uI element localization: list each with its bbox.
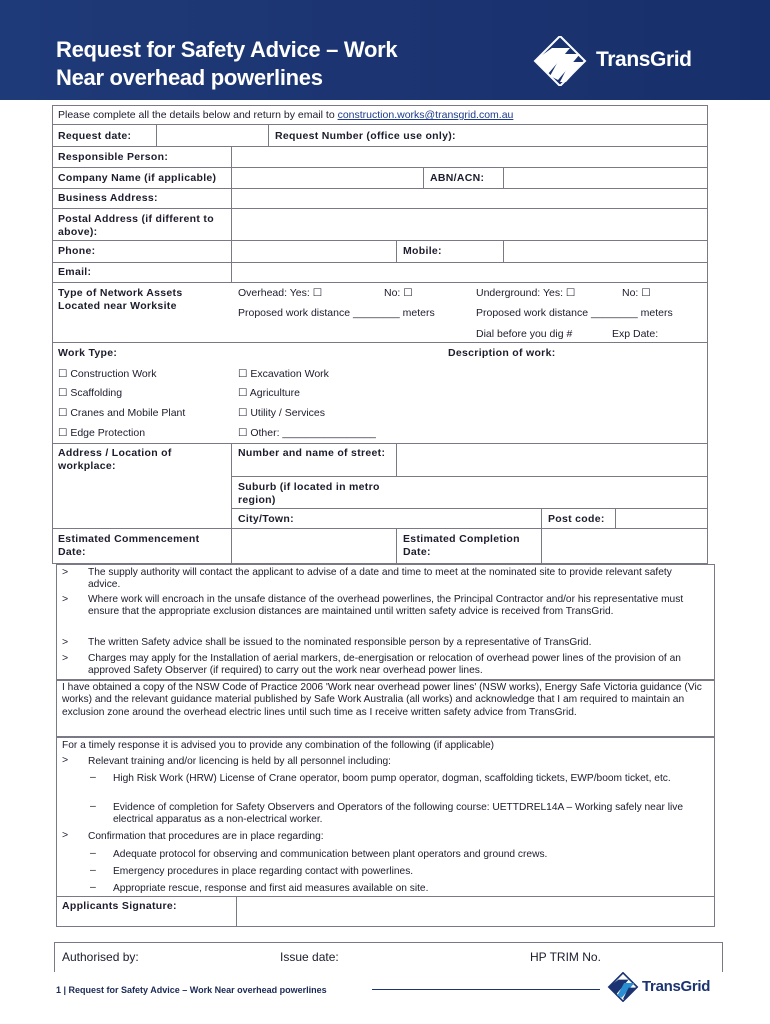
title-line-1: Request for Safety Advice – Work [56,37,398,62]
procedure-item: Appropriate rescue, response and first aid measures available on site. [113,883,429,894]
title-line-2: Near overhead powerlines [56,65,323,90]
logo-text: TransGrid [596,48,692,71]
note-marker: > [62,652,69,664]
page-title [56,36,486,92]
header-banner [0,0,770,100]
footer-divider [372,989,600,990]
note-item: The written Safety advice shall be issued to the nominated responsible person by a representative of TransGrid. [88,637,592,648]
intro-text: Please complete all the details below and return by email to construction.works@transgrid.com.au [58,109,514,121]
page-number: 1 [56,985,62,995]
procedure-item: Adequate protocol for observing and communication between plant operators and ground crews. [113,849,548,860]
note-marker: > [62,566,69,578]
work-type-utility[interactable]: ☐ Utility / Services [238,407,326,419]
completion-label: Estimated Completion Date: [403,533,520,558]
transgrid-logo [530,36,710,86]
note-marker: > [62,593,69,605]
email-label: Email: [58,266,92,278]
address-location-label: Address / Location of workplace: [58,447,172,472]
training-item: High Risk Work (HRW) License of Crane operator, boom pump operator, dogman, scaffolding tickets, EWP/boom ticket, etc. [113,773,671,784]
post-code-label: Post code: [548,513,605,525]
network-assets-label: Type of Network Assets Located near Worksite [58,287,183,312]
declaration-text: I have obtained a copy of the NSW Code of Practice 2006 'Work near overhead power lines' (NSW works), Energy Safe Victoria guidance (Vic works) and the relevant guidance material published by Safe Work Australia (all works) and acknowledge that I am required to maintain an exclusion zone around the overhead electric lines until such time as I receive written safety advice from TransGrid. [62,682,702,718]
underground-distance-field[interactable]: Proposed work distance ________ meters [476,307,673,319]
footer-transgrid-logo [606,972,726,1002]
page-footer [56,985,327,995]
procedure-item: Emergency procedures in place regarding contact with powerlines. [113,866,414,877]
advice-dash: – [90,771,96,783]
training-item: Evidence of completion for Safety Observers and Operators of the following course: UETTDREL14A – Working safely near live electrical apparatus as a non-electrical worker. [113,802,684,826]
work-type-agriculture[interactable]: ☐ Agriculture [238,387,300,399]
advice-dash: – [90,881,96,893]
issue-date-label: Issue date: [280,950,339,964]
exp-date-field[interactable]: Exp Date: [612,328,659,340]
work-type-excavation[interactable]: ☐ Excavation Work [238,368,329,380]
responsible-person-label: Responsible Person: [58,151,169,163]
abn-label: ABN/ACN: [430,172,485,184]
advice-marker: > [62,754,69,766]
note-item: Charges may apply for the Installation of aerial markers, de-energisation or relocation of overhead power lines of the provision of an approved Safety Observer (if required) to carry out the work near overhead power lines. [88,653,681,677]
work-type-other[interactable]: ☐ Other: ________________ [238,427,376,439]
city-label: City/Town: [238,513,294,525]
underground-no-checkbox[interactable]: No: ☐ [622,287,651,299]
advice-dash: – [90,800,96,812]
note-item: The supply authority will contact the applicant to advise of a date and time to meet at the nominated site to provide relevant safety advice. [88,567,672,591]
work-type-construction[interactable]: ☐ Construction Work [58,368,157,380]
commencement-label: Estimated Commencement Date: [58,533,200,558]
business-address-label: Business Address: [58,192,158,204]
authorised-by-label: Authorised by: [62,950,139,964]
work-type-label: Work Type: [58,347,118,359]
note-item: Where work will encroach in the unsafe distance of the overhead powerlines, the Principal Contractor and/or his representative must ensure that the appropriate exclusion distances are maintained until written safety advice is received from TransGrid. [88,594,684,618]
advice-marker: > [62,829,69,841]
request-date-label: Request date: [58,130,132,142]
transgrid-emblem-icon [530,36,590,86]
street-label: Number and name of street: [238,447,386,459]
transgrid-emblem-icon [606,972,640,1002]
mobile-label: Mobile: [403,245,442,257]
advice-dash: – [90,847,96,859]
signature-label: Applicants Signature: [62,900,177,912]
work-type-cranes[interactable]: ☐ Cranes and Mobile Plant [58,407,186,419]
postal-address-label: Postal Address (if different to above): [58,213,214,238]
office-use-row [54,942,723,972]
phone-label: Phone: [58,245,96,257]
work-type-scaffolding[interactable]: ☐ Scaffolding [58,387,123,399]
overhead-yes-checkbox[interactable]: Overhead: Yes: ☐ [238,287,323,299]
company-name-label: Company Name (if applicable) [58,172,217,184]
footer-logo-text: TransGrid [642,978,711,995]
suburb-label: Suburb (if located in metro region) [238,481,380,506]
note-marker: > [62,636,69,648]
hp-trim-label: HP TRIM No. [530,950,601,964]
overhead-no-checkbox[interactable]: No: ☐ [384,287,413,299]
underground-yes-checkbox[interactable]: Underground: Yes: ☐ [476,287,576,299]
footer-title: | Request for Safety Advice – Work Near overhead powerlines [61,985,327,995]
advice-procedures: Confirmation that procedures are in place regarding: [88,831,324,842]
signature-field[interactable] [238,898,714,926]
request-number-label: Request Number (office use only): [275,130,456,142]
advice-dash: – [90,864,96,876]
advice-intro: For a timely response it is advised you to provide any combination of the following (if applicable) [62,740,495,751]
work-type-edge-protection[interactable]: ☐ Edge Protection [58,427,146,439]
dial-before-you-dig-field[interactable]: Dial before you dig # [476,328,573,340]
email-link[interactable]: construction.works@transgrid.com.au [337,109,514,121]
advice-training: Relevant training and/or licencing is held by all personnel including: [88,756,391,767]
description-label: Description of work: [448,347,556,359]
overhead-distance-field[interactable]: Proposed work distance ________ meters [238,307,435,319]
